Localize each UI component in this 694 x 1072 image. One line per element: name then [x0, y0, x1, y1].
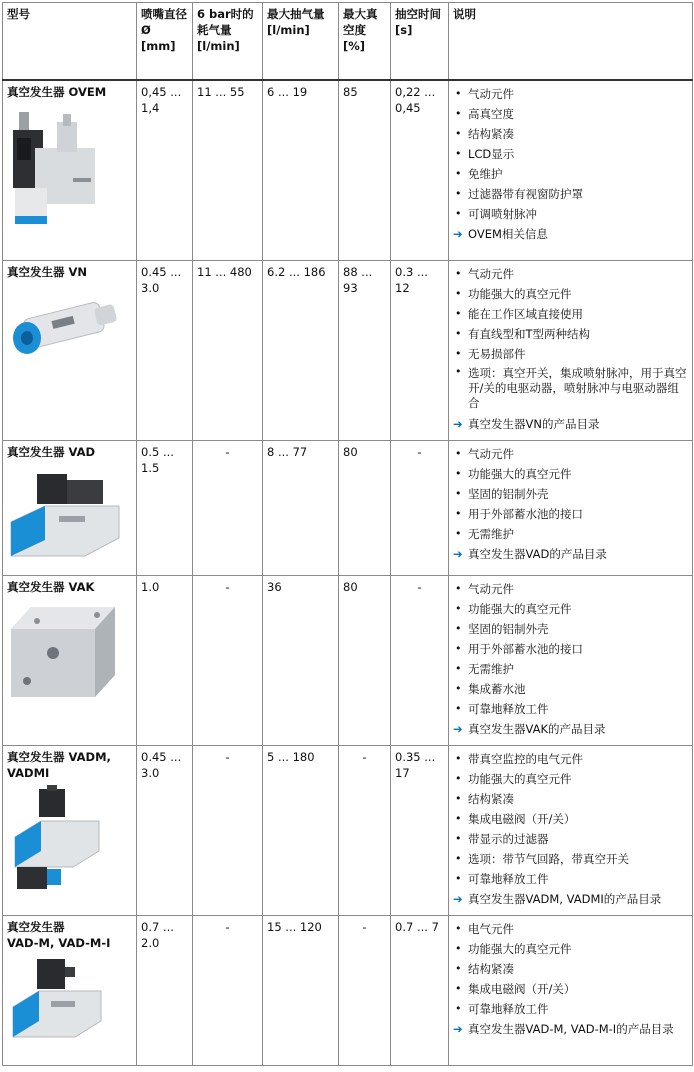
- model-name: 真空发生器 VAD: [7, 444, 96, 459]
- model-name: 真空发生器 VN: [7, 264, 88, 279]
- nozzle-cell: 0,45 ... 1,4: [137, 80, 193, 260]
- nozzle-cell: 0.7 ... 2.0: [137, 915, 193, 1065]
- feature-list: [453, 919, 688, 1019]
- empty-value: -: [225, 749, 230, 764]
- suction-cell: 5 ... 180: [263, 745, 339, 915]
- table-row: [3, 260, 693, 440]
- description-cell: [449, 575, 693, 745]
- model-name: 真空发生器: [7, 919, 65, 934]
- list-item: • 结构紧凑: [453, 789, 688, 809]
- list-item: • 能在工作区域直接使用: [453, 304, 688, 324]
- evac-cell: 0.7 ... 7: [391, 915, 449, 1065]
- vad-catalog-link[interactable]: [453, 544, 688, 564]
- list-item: • 选项：真空开关，集成喷射脉冲，用于真空开/关的电驱动器，喷射脉冲与电驱动器组合: [453, 364, 688, 414]
- list-item: • 可靠地释放工件: [453, 699, 688, 719]
- evac-cell: 0.35 ... 17: [391, 745, 449, 915]
- empty-value: -: [362, 749, 367, 764]
- vacuum-cell: 80: [339, 575, 391, 745]
- feature-list: [453, 264, 688, 414]
- list-item: • 可调喷射脉冲: [453, 204, 688, 224]
- vadm-catalog-link[interactable]: [453, 889, 688, 909]
- col-max-vacuum: 最大真空度 [%]: [339, 3, 391, 81]
- air-cell: [193, 575, 263, 745]
- link-label: 真空发生器VADM, VADMI的产品目录: [468, 891, 662, 906]
- col-description: 说明: [449, 3, 693, 81]
- list-item: • 用于外部蓄水池的接口: [453, 639, 688, 659]
- link-label: OVEM相关信息: [468, 227, 548, 241]
- empty-value: -: [417, 444, 422, 459]
- model-name-line2: VADMI: [7, 765, 50, 780]
- vacuum-cell: [339, 745, 391, 915]
- nozzle-cell: 0.45 ... 3.0: [137, 260, 193, 440]
- model-name: 真空发生器 VAK: [7, 579, 95, 594]
- arrow-right-icon: ➔: [453, 227, 463, 241]
- link-label: 真空发生器VN的产品目录: [468, 416, 600, 431]
- description-cell: [449, 260, 693, 440]
- list-item: • 过滤器带有视窗防护罩: [453, 184, 688, 204]
- link-label: 真空发生器VAD-M, VAD-M-I的产品目录: [468, 1021, 674, 1036]
- table-row: [3, 440, 693, 575]
- nozzle-cell: 1.0: [137, 575, 193, 745]
- model-name: 真空发生器 VADM,: [7, 749, 111, 764]
- col-max-suction: 最大抽气量 [l/min]: [263, 3, 339, 81]
- list-item: • 坚固的铝制外壳: [453, 619, 688, 639]
- header-row: [3, 3, 693, 81]
- list-item: • 集成电磁阀（开/关）: [453, 979, 688, 999]
- list-item: • 高真空度: [453, 104, 688, 124]
- list-item: • 功能强大的真空元件: [453, 769, 688, 789]
- model-cell: [3, 745, 137, 915]
- vacuum-cell: [339, 915, 391, 1065]
- list-item: • LCD显示: [453, 144, 688, 164]
- list-item: • 功能强大的真空元件: [453, 939, 688, 959]
- list-item: • 有直线型和T型两种结构: [453, 324, 688, 344]
- vad-m-catalog-link[interactable]: [453, 1019, 688, 1039]
- list-item: • 功能强大的真空元件: [453, 599, 688, 619]
- arrow-right-icon: ➔: [453, 1021, 463, 1036]
- description-cell: [449, 745, 693, 915]
- link-label: 真空发生器VAD的产品目录: [468, 546, 607, 561]
- description-cell: [449, 915, 693, 1065]
- model-name: 真空发生器 OVEM: [7, 85, 107, 99]
- link-label: 真空发生器VAK的产品目录: [468, 721, 606, 736]
- evac-cell: 0,22 ... 0,45: [391, 80, 449, 260]
- list-item: • 选项：带节气回路，带真空开关: [453, 849, 688, 869]
- list-item: • 气动元件: [453, 444, 688, 464]
- empty-value: -: [225, 579, 230, 594]
- list-item: • 无需维护: [453, 659, 688, 679]
- arrow-right-icon: ➔: [453, 721, 463, 736]
- evac-cell: 0.3 ... 12: [391, 260, 449, 440]
- air-cell: 11 ... 480: [193, 260, 263, 440]
- model-cell: [3, 260, 137, 440]
- table-row: [3, 575, 693, 745]
- air-cell: [193, 915, 263, 1065]
- feature-list: [453, 749, 688, 889]
- list-item: • 带显示的过滤器: [453, 829, 688, 849]
- list-item: • 可靠地释放工件: [453, 869, 688, 889]
- arrow-right-icon: ➔: [453, 891, 463, 906]
- vad-m-product-image: [7, 955, 107, 1051]
- vadm-product-image: [7, 785, 107, 893]
- vn-catalog-link[interactable]: [453, 414, 688, 434]
- list-item: • 电气元件: [453, 919, 688, 939]
- vad-product-image: [7, 468, 123, 564]
- description-cell: [449, 440, 693, 575]
- vacuum-cell: 88 ... 93: [339, 260, 391, 440]
- suction-cell: 6 ... 19: [263, 80, 339, 260]
- feature-list: [453, 579, 688, 719]
- list-item: • 无需维护: [453, 524, 688, 544]
- col-model: 型号: [3, 3, 137, 81]
- arrow-right-icon: ➔: [453, 416, 463, 431]
- list-item: • 无易损部件: [453, 344, 688, 364]
- description-cell: [449, 80, 693, 260]
- list-item: • 气动元件: [453, 579, 688, 599]
- table-row: [3, 915, 693, 1065]
- col-evacuation-time: 抽空时间 [s]: [391, 3, 449, 81]
- arrow-right-icon: ➔: [453, 546, 463, 561]
- air-cell: [193, 745, 263, 915]
- feature-list: [453, 84, 688, 224]
- suction-cell: 36: [263, 575, 339, 745]
- empty-value: -: [417, 579, 422, 594]
- model-cell: [3, 915, 137, 1065]
- model-name-line2: VAD-M, VAD-M-I: [7, 935, 111, 950]
- empty-value: -: [225, 444, 230, 459]
- empty-value: -: [362, 919, 367, 934]
- model-cell: [3, 440, 137, 575]
- nozzle-cell: 0.45 ... 3.0: [137, 745, 193, 915]
- nozzle-cell: 0.5 ... 1.5: [137, 440, 193, 575]
- model-cell: [3, 575, 137, 745]
- feature-list: [453, 444, 688, 544]
- list-item: • 气动元件: [453, 264, 688, 284]
- list-item: • 气动元件: [453, 84, 688, 104]
- suction-cell: 15 ... 120: [263, 915, 339, 1065]
- vacuum-cell: 85: [339, 80, 391, 260]
- vn-product-image: [7, 288, 123, 358]
- air-cell: 11 ... 55: [193, 80, 263, 260]
- vacuum-cell: 80: [339, 440, 391, 575]
- air-cell: [193, 440, 263, 575]
- table-row: [3, 80, 693, 260]
- list-item: • 集成电磁阀（开/关）: [453, 809, 688, 829]
- list-item: • 免维护: [453, 164, 688, 184]
- suction-cell: 8 ... 77: [263, 440, 339, 575]
- list-item: • 结构紧凑: [453, 124, 688, 144]
- list-item: • 坚固的铝制外壳: [453, 484, 688, 504]
- ovem-info-link[interactable]: [453, 224, 688, 244]
- list-item: • 功能强大的真空元件: [453, 464, 688, 484]
- empty-value: -: [225, 919, 230, 934]
- ovem-product-image: [7, 108, 119, 236]
- col-nozzle: 喷嘴直径 Ø [mm]: [137, 3, 193, 81]
- list-item: • 可靠地释放工件: [453, 999, 688, 1019]
- col-air-consumption: 6 bar时的耗气量 [l/min]: [193, 3, 263, 81]
- evac-cell: [391, 575, 449, 745]
- list-item: • 带真空监控的电气元件: [453, 749, 688, 769]
- vak-catalog-link[interactable]: [453, 719, 688, 739]
- table-row: [3, 745, 693, 915]
- list-item: • 功能强大的真空元件: [453, 284, 688, 304]
- evac-cell: [391, 440, 449, 575]
- list-item: • 集成蓄水池: [453, 679, 688, 699]
- suction-cell: 6.2 ... 186: [263, 260, 339, 440]
- vacuum-generator-table: [2, 2, 693, 1066]
- list-item: • 结构紧凑: [453, 959, 688, 979]
- model-cell: [3, 80, 137, 260]
- list-item: • 用于外部蓄水池的接口: [453, 504, 688, 524]
- vak-product-image: [7, 603, 119, 699]
